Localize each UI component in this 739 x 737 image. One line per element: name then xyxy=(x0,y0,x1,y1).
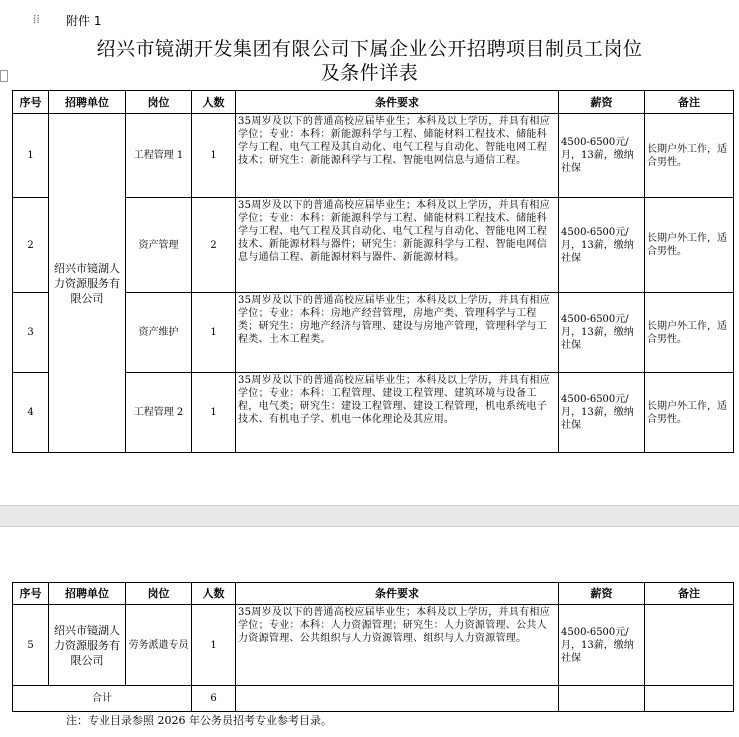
row-remarks: 长期户外工作，适合男性。 xyxy=(645,198,734,293)
row-count: 1 xyxy=(192,605,236,686)
page-title-line-1: 绍兴市镜湖开发集团有限公司下属企业公开招聘项目制员工岗位 xyxy=(96,38,643,60)
row-salary: 4500-6500元/月，13薪，缴纳社保 xyxy=(559,198,645,293)
header-count: 人数 xyxy=(192,583,236,605)
row-seq: 4 xyxy=(13,373,49,453)
page-break-gap xyxy=(0,505,739,527)
table-move-handle-icon[interactable]: ⁞⁞ xyxy=(33,12,40,26)
row-count: 1 xyxy=(192,293,236,373)
positions-table xyxy=(12,90,734,453)
total-empty-remarks xyxy=(645,686,734,712)
table-header-row xyxy=(13,91,734,114)
total-label: 合计 xyxy=(13,686,192,712)
table-header-row xyxy=(13,583,734,605)
page-title-line-2: 及条件详表 xyxy=(320,62,419,84)
row-position: 工程管理 1 xyxy=(126,114,192,198)
row-position: 资产管理 xyxy=(126,198,192,293)
positions-table-continued xyxy=(12,582,734,712)
row-salary: 4500-6500元/月，13薪，缴纳社保 xyxy=(559,605,645,686)
footnote: 注：专业目录参照 2026 年公务员招考专业参考目录。 xyxy=(66,714,332,727)
row-count: 1 xyxy=(192,114,236,198)
row-employer: 绍兴市镜湖人力资源服务有限公司 xyxy=(49,605,126,686)
header-remarks: 备注 xyxy=(645,583,734,605)
row-count: 1 xyxy=(192,373,236,453)
row-salary: 4500-6500元/月，13薪，缴纳社保 xyxy=(559,293,645,373)
row-requirements: 35周岁及以下的普通高校应届毕业生；本科及以上学历，并具有相应学位；专业：本科：新能源科学与工程、储能材料工程技术、储能科学与工程、电气工程及其自动化、电气工程与自动化、智能电网工程技术；研究生：新能源科学与工程、智能电网信息与通信工程。 xyxy=(236,114,559,198)
row-remarks: 长期户外工作，适合男性。 xyxy=(645,114,734,198)
row-position: 资产维护 xyxy=(126,293,192,373)
header-employer: 招聘单位 xyxy=(49,583,126,605)
header-requirements: 条件要求 xyxy=(236,91,559,114)
total-empty-requirements xyxy=(236,686,559,712)
header-seq: 序号 xyxy=(13,583,49,605)
row-seq: 3 xyxy=(13,293,49,373)
row-position: 劳务派遣专员 xyxy=(126,605,192,686)
row-requirements: 35周岁及以下的普通高校应届毕业生；本科及以上学历，并具有相应学位；专业：本科：人力资源管理；研究生：人力资源管理、公共人力资源管理、公共组织与人力资源管理、组织与人力资源管理。 xyxy=(236,605,559,686)
row-requirements: 35周岁及以下的普通高校应届毕业生；本科及以上学历，并具有相应学位；专业：本科：工程管理、建设工程管理、建筑环境与设备工程，电气类；研究生：建设工程管理、建设工程管理，机电系统电子技术、有机电子学、机电一体化理论及其应用。 xyxy=(236,373,559,453)
table-row xyxy=(13,605,734,686)
row-seq: 1 xyxy=(13,114,49,198)
row-remarks: 长期户外工作，适合男性。 xyxy=(645,373,734,453)
row-requirements: 35周岁及以下的普通高校应届毕业生；本科及以上学历，并具有相应学位；专业：本科：新能源科学与工程、储能材料工程技术、储能科学与工程、电气工程及其自动化、电气工程与自动化、智能电网工程技术、新能源材料与器件；研究生：新能源科学与工程、智能电网信息与通信工程、新能源材料与器件、新能源材料。 xyxy=(236,198,559,293)
header-salary: 薪资 xyxy=(559,91,645,114)
total-count: 6 xyxy=(192,686,236,712)
row-seq: 2 xyxy=(13,198,49,293)
header-remarks: 备注 xyxy=(645,91,734,114)
total-row xyxy=(13,686,734,712)
total-empty-salary xyxy=(559,686,645,712)
header-position: 岗位 xyxy=(126,91,192,114)
header-salary: 薪资 xyxy=(559,583,645,605)
row-requirements: 35周岁及以下的普通高校应届毕业生；本科及以上学历，并具有相应学位；专业：本科：房地产经营管理，房地产类、管理科学与工程类；研究生：房地产经济与管理、建设与房地产管理，管理科学与工程类、土木工程类。 xyxy=(236,293,559,373)
row-seq: 5 xyxy=(13,605,49,686)
header-employer: 招聘单位 xyxy=(49,91,126,114)
row-position: 工程管理 2 xyxy=(126,373,192,453)
header-seq: 序号 xyxy=(13,91,49,114)
header-requirements: 条件要求 xyxy=(236,583,559,605)
employer-cell: 绍兴市镜湖人力资源服务有限公司 xyxy=(49,114,126,453)
attachment-label: 附件 1 xyxy=(66,14,102,28)
header-count: 人数 xyxy=(192,91,236,114)
document-page-2 xyxy=(0,527,739,737)
row-salary: 4500-6500元/月，13薪，缴纳社保 xyxy=(559,373,645,453)
table-row xyxy=(13,114,734,198)
row-count: 2 xyxy=(192,198,236,293)
row-remarks: 长期户外工作，适合男性。 xyxy=(645,293,734,373)
row-salary: 4500-6500元/月，13薪，缴纳社保 xyxy=(559,114,645,198)
row-remarks xyxy=(645,605,734,686)
header-position: 岗位 xyxy=(126,583,192,605)
